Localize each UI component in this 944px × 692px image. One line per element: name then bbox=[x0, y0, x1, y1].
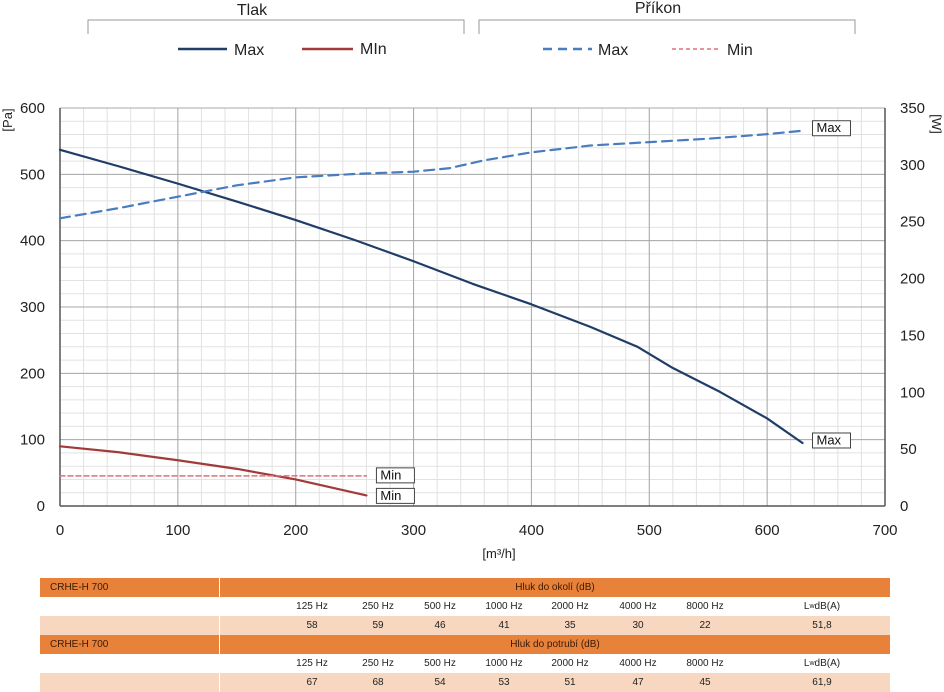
y-left-tick-label: 300 bbox=[19, 299, 45, 316]
x-tick-label: 0 bbox=[55, 522, 65, 539]
lw-header: L w dB(A) bbox=[803, 601, 841, 612]
curve-tag-label: Max bbox=[816, 120, 842, 136]
y-right-tick-label: 200 bbox=[900, 270, 926, 288]
noise-freq-cells bbox=[220, 654, 890, 673]
y-right-tick-label: 350 bbox=[900, 100, 926, 117]
x-tick-label: 500 bbox=[636, 522, 662, 539]
y-axis-right-label: [W] bbox=[929, 114, 944, 134]
value-cell: 51 bbox=[564, 677, 576, 688]
value-cell: 53 bbox=[498, 677, 510, 688]
noise-values-label-spacer bbox=[40, 616, 220, 635]
value-cell: 22 bbox=[699, 620, 711, 631]
noise-value-cells bbox=[220, 673, 890, 692]
x-tick-label: 200 bbox=[283, 522, 309, 539]
value-cell: 45 bbox=[699, 677, 711, 688]
value-cell: 54 bbox=[434, 677, 446, 688]
noise-freq-label-spacer bbox=[40, 654, 220, 673]
lw-value-cell: 51,8 bbox=[812, 620, 832, 631]
noise-values-label-spacer bbox=[40, 673, 220, 692]
value-cell: 41 bbox=[498, 620, 510, 631]
value-cell: 59 bbox=[372, 620, 384, 631]
y-left-tick-label: 600 bbox=[19, 100, 45, 117]
noise-freq-row bbox=[40, 597, 890, 616]
x-tick-label: 600 bbox=[754, 522, 780, 539]
noise-freq-cells bbox=[220, 597, 890, 616]
y-axis-left-label: [Pa] bbox=[0, 108, 15, 132]
noise-model-label: CRHE-H 700 bbox=[40, 578, 220, 597]
legend-label-pressure-min: MIn bbox=[360, 41, 387, 58]
y-right-tick-label: 100 bbox=[900, 384, 926, 402]
noise-value-cells bbox=[220, 616, 890, 635]
noise-freq-label-spacer bbox=[40, 597, 220, 616]
y-left-tick-label: 0 bbox=[36, 498, 45, 515]
value-cell: 46 bbox=[434, 620, 446, 631]
freq-cell: 4000 Hz bbox=[619, 658, 657, 669]
y-left-tick-label: 400 bbox=[19, 232, 45, 250]
y-right-tick-label: 150 bbox=[900, 327, 926, 345]
value-cell: 58 bbox=[306, 620, 318, 631]
y-left-tick-label: 500 bbox=[19, 166, 45, 184]
y-right-tick-label: 250 bbox=[900, 213, 926, 231]
noise-freq-row bbox=[40, 654, 890, 673]
y-right-tick-label: 300 bbox=[900, 156, 926, 174]
noise-section-header bbox=[40, 635, 890, 654]
series-line-1 bbox=[60, 446, 366, 495]
freq-cell: 2000 Hz bbox=[551, 658, 589, 669]
y-right-tick-label: 50 bbox=[900, 441, 917, 459]
freq-cell: 4000 Hz bbox=[619, 601, 657, 612]
legend-bracket-power bbox=[479, 20, 855, 34]
series-line-0 bbox=[60, 150, 803, 443]
legend bbox=[88, 0, 855, 59]
freq-cell: 500 Hz bbox=[424, 601, 456, 612]
y-left-tick-label: 200 bbox=[19, 365, 45, 383]
noise-values-row bbox=[40, 673, 890, 692]
legend-bracket-pressure bbox=[88, 20, 464, 34]
noise-section-title: Hluk do okolí (dB) bbox=[515, 582, 595, 593]
legend-label-pressure-max: Max bbox=[234, 42, 265, 59]
value-cell: 68 bbox=[372, 677, 384, 688]
y-left-tick-label: 100 bbox=[19, 431, 45, 449]
lw-header: L w dB(A) bbox=[803, 658, 841, 669]
freq-cell: 1000 Hz bbox=[485, 658, 523, 669]
legend-label-power-max: Max bbox=[598, 42, 629, 59]
noise-section-header bbox=[40, 578, 890, 597]
x-tick-label: 300 bbox=[401, 522, 427, 539]
noise-model-label: CRHE-H 700 bbox=[40, 635, 220, 654]
x-tick-label: 100 bbox=[165, 522, 191, 539]
noise-section-title: Hluk do potrubí (dB) bbox=[510, 639, 600, 650]
freq-cell: 250 Hz bbox=[362, 658, 394, 669]
freq-cell: 8000 Hz bbox=[686, 658, 724, 669]
value-cell: 47 bbox=[632, 677, 644, 688]
value-cell: 67 bbox=[306, 677, 318, 688]
freq-cell: 500 Hz bbox=[424, 658, 456, 669]
y-right-tick-label: 0 bbox=[900, 498, 909, 515]
legend-title-power: Příkon bbox=[634, 0, 682, 17]
x-axis-label: [m³/h] bbox=[482, 546, 516, 561]
x-tick-label: 700 bbox=[872, 522, 898, 539]
lw-value-cell: 61,9 bbox=[812, 677, 832, 688]
x-tick-label: 400 bbox=[518, 522, 544, 539]
curve-tag-label: Min bbox=[380, 467, 402, 483]
plot-area bbox=[20, 100, 925, 539]
freq-cell: 250 Hz bbox=[362, 601, 394, 612]
value-cell: 30 bbox=[632, 620, 644, 631]
curve-tag-label: Min bbox=[380, 487, 402, 503]
freq-cell: 1000 Hz bbox=[485, 601, 523, 612]
value-cell: 35 bbox=[564, 620, 576, 631]
curve-tag-label: Max bbox=[816, 432, 842, 448]
legend-label-power-min: Min bbox=[727, 42, 753, 59]
freq-cell: 125 Hz bbox=[296, 658, 328, 669]
freq-cell: 125 Hz bbox=[296, 601, 328, 612]
legend-title-pressure: Tlak bbox=[236, 2, 268, 19]
noise-table bbox=[40, 578, 890, 692]
noise-values-row bbox=[40, 616, 890, 635]
freq-cell: 2000 Hz bbox=[551, 601, 589, 612]
freq-cell: 8000 Hz bbox=[686, 601, 724, 612]
